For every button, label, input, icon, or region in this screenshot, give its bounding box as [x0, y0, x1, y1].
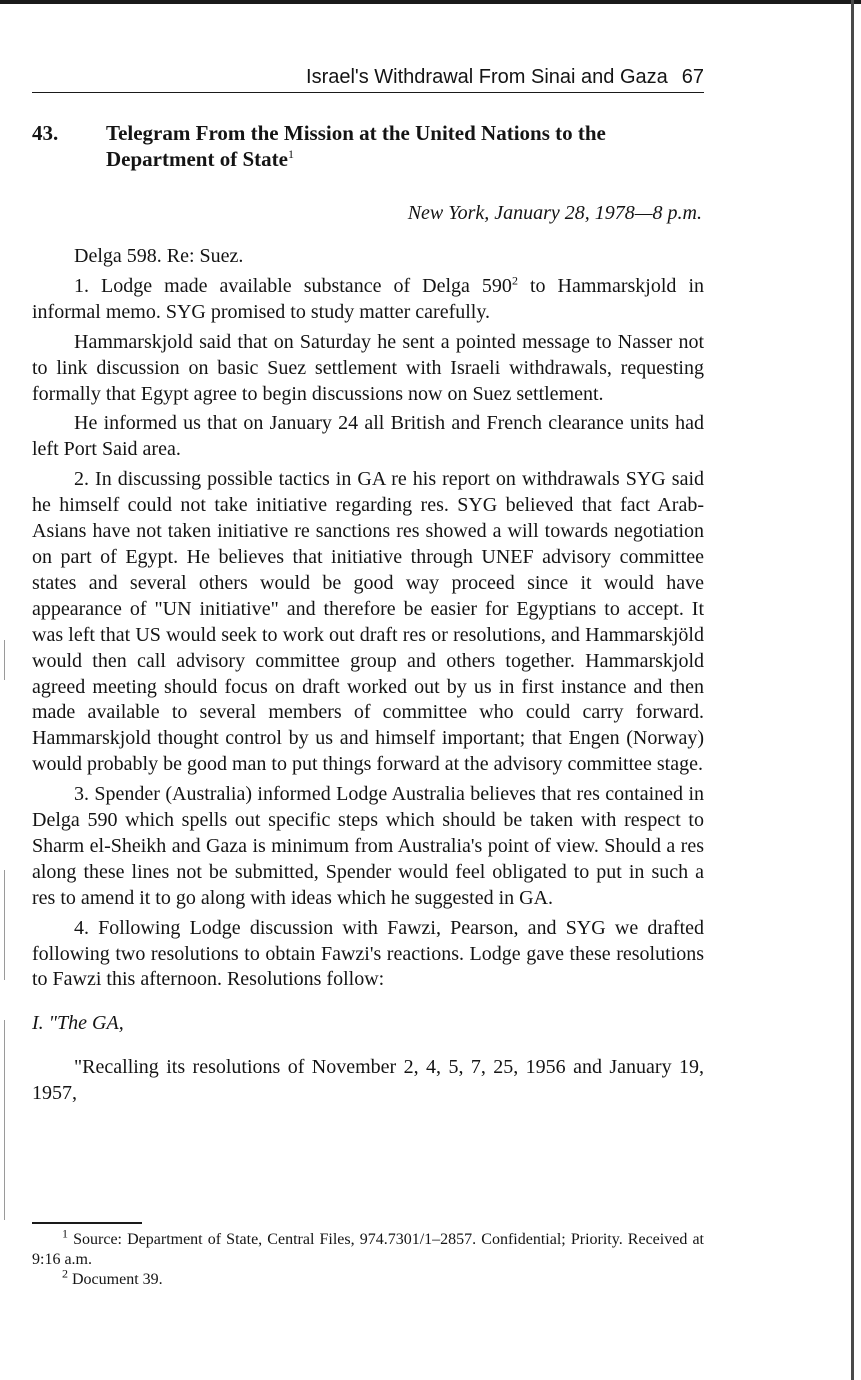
footnote-1 — [32, 1226, 704, 1270]
resolution-paragraph: "Recalling its resolutions of November 2, 4, 5, 7, 25, 1956 and January 19, 1957, — [32, 1056, 704, 1105]
footnote-ref: 2 — [511, 273, 518, 288]
footnote-2-text: Document 39. — [68, 1271, 163, 1288]
dateline: New York, January 28, 1978—8 p.m. — [407, 202, 702, 224]
paragraph-1-text-b: to Hammarskjold in informal memo. SYG promised to study matter carefully. — [32, 274, 704, 323]
footnote-1-text: Source: Department of State, Central Files, 974.7301/1–2857. Confidential; Priority. Received at 9:16 a.m. — [32, 1231, 704, 1268]
footnote-mark: 2 — [62, 1266, 68, 1281]
footnote-ref: 1 — [287, 147, 294, 161]
paragraph-2: Hammarskjold said that on Saturday he sent a pointed message to Nasser not to link discussion on basic Suez settlement with Israeli withdrawals, requesting formally that Egypt agree to begin discussions now on Suez settlement. — [32, 330, 704, 405]
scan-artifact — [4, 1020, 5, 1220]
page-number: 67 — [681, 66, 704, 88]
paragraph-6: 4. Following Lodge discussion with Fawzi, Pearson, and SYG we drafted following two resolutions to obtain Fawzi's reactions. Lodge gave these resolutions to Fawzi this afternoon. Resolutions follow: — [32, 916, 704, 991]
page-right-edge — [851, 0, 854, 1380]
scan-artifact — [4, 640, 5, 680]
paragraph-4: 2. In discussing possible tactics in GA re his report on withdrawals SYG said he himself could not take initiative regarding res. SYG believed that fact Arab-Asians have not taken initiative re sanctions res showed a will towards negotiation on part of Egypt. He believes that initiative through UNEF advisory committee states and several others would be good way proceed since it would have appearance of "UN initiative" and therefore be easier for Egyptians to accept. It was left that US would seek to work out draft res or resolutions, and Hammarskjöld would then call advisory committee group and others together. Hammarskjold agreed meeting should focus on draft worked out by us in first instance and then made available to several members of committee who could carry forward. Hammarskjold thought control by us and himself important; that Engen (Norway) would probably be good man to put things forward at the advisory committee stage. — [32, 468, 704, 776]
footnotes — [32, 1226, 704, 1290]
document-body — [32, 244, 704, 1111]
scan-artifact — [4, 870, 5, 980]
footnote-2 — [32, 1266, 704, 1290]
paragraph-3: He informed us that on January 24 all British and French clearance units had left Port Said area. — [32, 412, 704, 461]
running-head-title: Israel's Withdrawal From Sinai and Gaza — [306, 66, 668, 88]
running-head — [32, 62, 704, 93]
page-top-edge — [0, 0, 861, 4]
paragraph-1 — [32, 274, 704, 326]
subject-line: Delga 598. Re: Suez. — [74, 245, 244, 267]
paragraph-5: 3. Spender (Australia) informed Lodge Australia believes that res contained in Delga 590 which spells out specific steps which should be taken with respect to Sharm el-Sheikh and Gaza is minimum from Australia's point of view. Should a res along these lines not be submitted, Spender would feel obligated to put in such a res to amend it to go along with ideas which he suggested in GA. — [32, 783, 704, 909]
resolution-heading: I. "The GA, — [32, 1012, 124, 1035]
document-number: 43. — [32, 121, 59, 145]
paragraph-1-text-a: 1. Lodge made available substance of Delga 590 — [74, 274, 512, 297]
document-title-text: Telegram From the Mission at the United Nations to the Department of State — [106, 121, 606, 171]
footnote-rule — [32, 1222, 142, 1224]
document-title — [106, 120, 706, 172]
footnote-mark: 1 — [62, 1226, 68, 1241]
